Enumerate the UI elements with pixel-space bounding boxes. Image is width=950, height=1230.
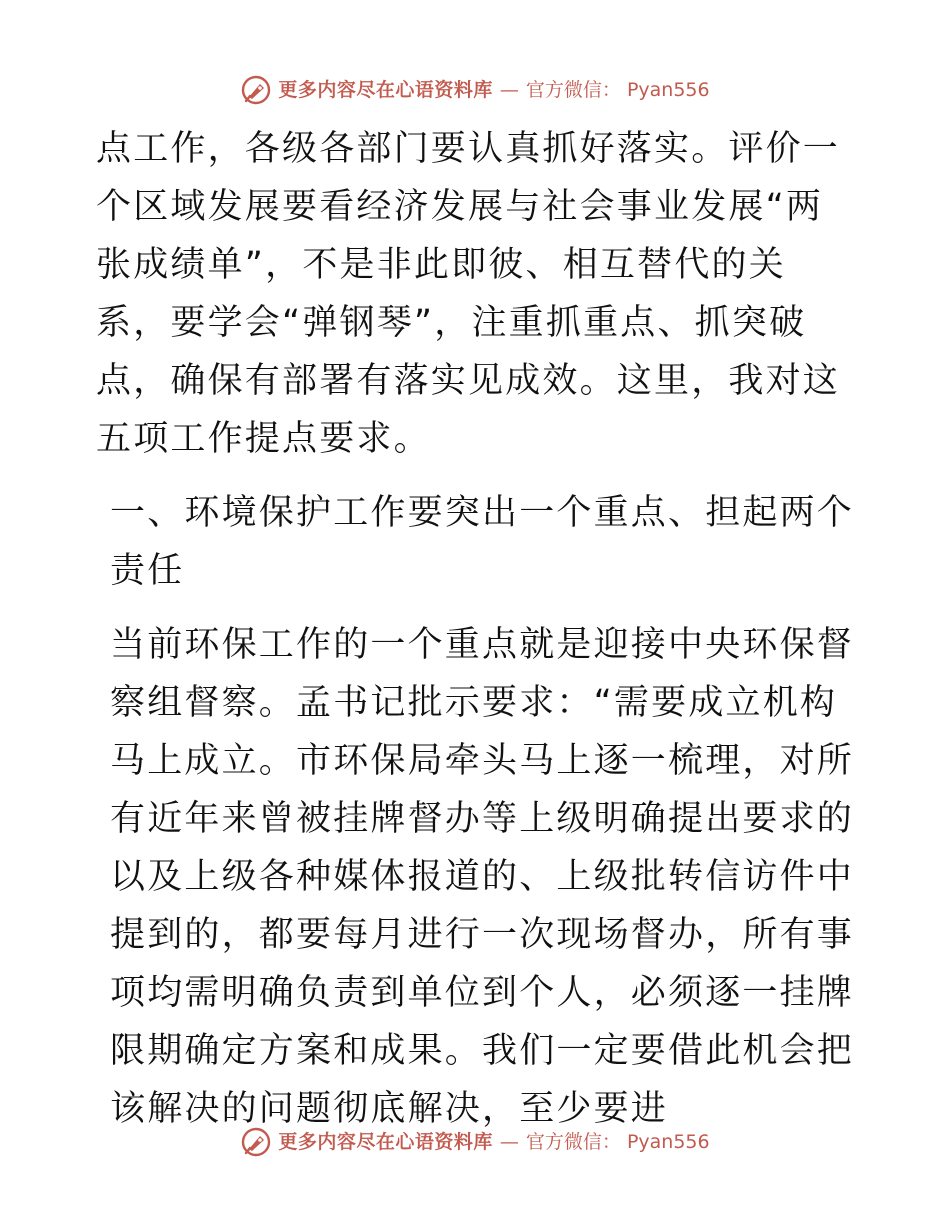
header-banner-label: 官方微信： bbox=[525, 78, 621, 101]
header-banner-site-text: 更多内容尽在心语资料库 bbox=[278, 78, 493, 101]
header-banner-content bbox=[240, 74, 709, 106]
section-heading-1: 一、环境保护工作要突出一个重点、担起两个责任 bbox=[110, 493, 855, 591]
footer-banner-site-text: 更多内容尽在心语资料库 bbox=[278, 1130, 493, 1153]
footer-banner bbox=[0, 1122, 950, 1162]
document-body bbox=[96, 120, 856, 1138]
paragraph-2: 当前环保工作的一个重点就是迎接中央环保督察组督察。孟书记批示要求：“需要成立机构马上成立。市环保局牵头马上逐一梳理，对所有近年来曾被挂牌督办等上级明确提出要求的以及上级各种媒体报道的、上级批转信访件中提到的，都要每月进行一次现场督办，所有事项均需明确负责到单位到个人，必须逐一挂牌限期确定方案和成果。我们一定要借此机会把该解决的问题彻底解决，至少要进 bbox=[110, 625, 855, 1129]
footer-banner-account: Pyan556 bbox=[626, 1130, 710, 1153]
header-banner bbox=[0, 70, 950, 110]
pen-nib-logo-icon bbox=[240, 1126, 272, 1158]
footer-banner-dash: — bbox=[499, 1130, 519, 1153]
pen-nib-logo-icon bbox=[240, 74, 272, 106]
footer-banner-label: 官方微信： bbox=[525, 1130, 621, 1153]
header-banner-dash: — bbox=[499, 78, 519, 101]
header-banner-account: Pyan556 bbox=[626, 78, 710, 101]
footer-banner-content bbox=[240, 1126, 709, 1158]
paragraph-1: 点工作，各级各部门要认真抓好落实。评价一个区域发展要看经济发展与社会事业发展“两张成绩单”，不是非此即彼、相互替代的关系，要学会“弹钢琴”，注重抓重点、抓突破点，确保有部署有落实见成效。这里，我对这五项工作提点要求。 bbox=[96, 129, 841, 459]
